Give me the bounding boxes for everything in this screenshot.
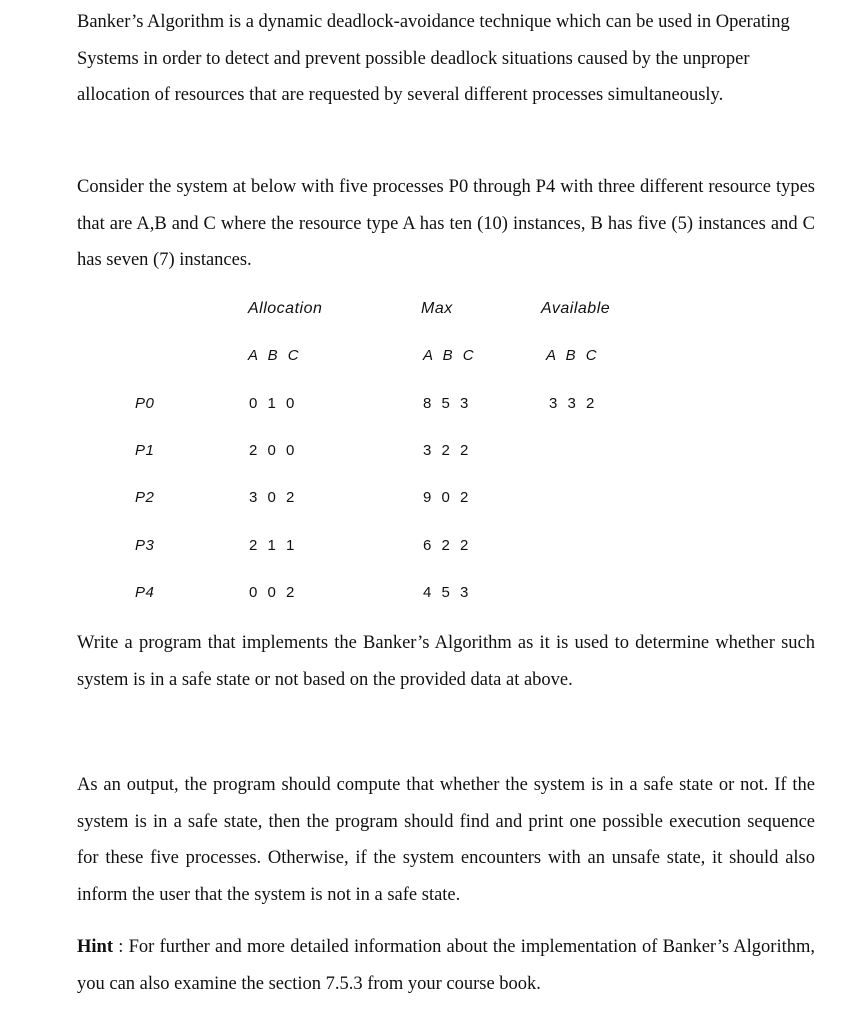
available-p0: 3 3 2 <box>549 395 595 412</box>
max-p3: 6 2 2 <box>423 537 469 554</box>
allocation-p1: 2 0 0 <box>249 442 295 459</box>
allocation-header: Allocation <box>248 300 323 317</box>
available-subheader: A B C <box>546 347 598 364</box>
process-label-p3: P3 <box>135 537 155 554</box>
system-description-paragraph: Consider the system at below with five processes P0 through P4 with three different resource types that are A,B and C where the resource type A has ten (10) instances, B has five (5) instances and C has seven (7) instances. <box>77 177 815 270</box>
max-subheader: A B C <box>423 347 475 364</box>
process-label-p4: P4 <box>135 584 155 601</box>
max-p0: 8 5 3 <box>423 395 469 412</box>
max-header: Max <box>421 300 453 317</box>
allocation-p3: 2 1 1 <box>249 537 295 554</box>
max-p1: 3 2 2 <box>423 442 469 459</box>
allocation-p2: 3 0 2 <box>249 489 295 506</box>
intro-paragraph: Banker’s Algorithm is a dynamic deadlock-avoidance technique which can be used in Operating Systems in order to detect and prevent possible deadlock situations caused by the unproper allocation of resources that are requested by several different processes simultaneously. <box>77 12 790 105</box>
output-description-paragraph: As an output, the program should compute that whether the system is in a safe state or not. If the system is in a safe state, then the program should find and print one possible execution sequence for these five processes. Otherwise, if the system encounters with an unsafe state, it should also inform the user that the system is not in a safe state. <box>77 775 815 905</box>
hint-paragraph <box>77 929 815 1002</box>
available-header: Available <box>541 300 611 317</box>
allocation-p4: 0 0 2 <box>249 584 295 601</box>
allocation-subheader: A B C <box>248 347 300 364</box>
process-label-p1: P1 <box>135 442 155 459</box>
task-paragraph: Write a program that implements the Banker’s Algorithm as it is used to determine whether such system is in a safe state or not based on the provided data at above. <box>77 633 815 690</box>
allocation-p0: 0 1 0 <box>249 395 295 412</box>
hint-text: : For further and more detailed information about the implementation of Banker’s Algorithm, you can also examine the section 7.5.3 from your course book. <box>77 937 816 994</box>
hint-label: Hint <box>77 937 113 957</box>
max-p4: 4 5 3 <box>423 584 469 601</box>
process-label-p0: P0 <box>135 395 155 412</box>
process-label-p2: P2 <box>135 489 155 506</box>
max-p2: 9 0 2 <box>423 489 469 506</box>
